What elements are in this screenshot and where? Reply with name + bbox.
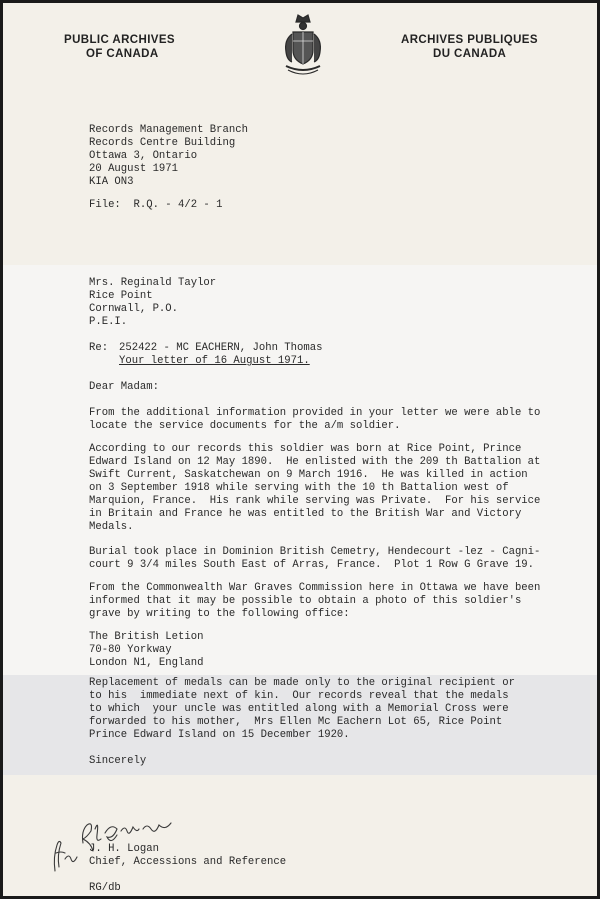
recipient-line-3: Cornwall, P.O. <box>89 303 179 315</box>
body-line: Burial took place in Dominion British Cemetry, Hendecourt -lez - Cagni- <box>89 546 541 558</box>
body-line: in Britain and France he was entitled to the British War and Victory <box>89 508 522 520</box>
body-line: According to our records this soldier was born at Rice Point, Prince <box>89 443 522 455</box>
body-line: to his immediate next of kin. Our records reveal that the medals <box>89 690 509 702</box>
body-line: Swift Current, Saskatchewan on 9 March 1916. He was killed in action <box>89 469 528 481</box>
sender-line-5: KIA ON3 <box>89 176 134 188</box>
recipient-line-4: P.E.I. <box>89 316 128 328</box>
signatory-title: Chief, Accessions and Reference <box>89 856 287 868</box>
letterhead-left-line1: PUBLIC ARCHIVES <box>64 34 175 46</box>
body-line: court 9 3/4 miles South East of Arras, France. Plot 1 Row G Grave 19. <box>89 559 535 571</box>
body-line: Prince Edward Island on 15 December 1920. <box>89 729 350 741</box>
sender-line-1: Records Management Branch <box>89 124 248 136</box>
salutation: Dear Madam: <box>89 381 159 393</box>
typist-initials: RG/db <box>89 882 121 894</box>
re-letter-ref: Your letter of 16 August 1971. <box>119 355 310 367</box>
sender-line-2: Records Centre Building <box>89 137 236 149</box>
address-line: London N1, England <box>89 657 204 669</box>
signatory-name: J. H. Logan <box>89 843 159 855</box>
body-line: grave by writing to the following office: <box>89 608 350 620</box>
body-line: Marquion, France. His rank while serving was Private. For his service <box>89 495 541 507</box>
body-line: locate the service documents for the a/m soldier. <box>89 420 401 432</box>
letterhead-right-line2: DU CANADA <box>433 48 507 60</box>
body-line: forwarded to his mother, Mrs Ellen Mc Eachern Lot 65, Rice Point <box>89 716 503 728</box>
letterhead-right-line1: ARCHIVES PUBLIQUES <box>401 34 538 46</box>
body-line: informed that it may be possible to obtain a photo of this soldier's <box>89 595 522 607</box>
file-reference: File: R.Q. - 4/2 - 1 <box>89 199 223 211</box>
sender-line-3: Ottawa 3, Ontario <box>89 150 198 162</box>
coat-of-arms-icon <box>278 12 328 78</box>
body-line: Edward Island on 12 May 1890. He enlisted with the 209 th Battalion at <box>89 456 541 468</box>
address-line: 70-80 Yorkway <box>89 644 172 656</box>
recipient-line-1: Mrs. Reginald Taylor <box>89 277 217 289</box>
re-label: Re: <box>89 342 109 354</box>
address-line: The British Letion <box>89 631 204 643</box>
letter-date: 20 August 1971 <box>89 163 179 175</box>
body-line: Medals. <box>89 521 134 533</box>
recipient-line-2: Rice Point <box>89 290 153 302</box>
re-subject: 252422 - MC EACHERN, John Thomas <box>119 342 323 354</box>
body-line: Replacement of medals can be made only to the original recipient or <box>89 677 515 689</box>
body-line: on 3 September 1918 while serving with the 10 th Battalion west of <box>89 482 509 494</box>
body-line: From the Commonwealth War Graves Commission here in Ottawa we have been <box>89 582 541 594</box>
closing: Sincerely <box>89 755 147 767</box>
letter-page <box>3 3 597 896</box>
letterhead-left-line2: OF CANADA <box>86 48 159 60</box>
body-line: to which your uncle was entitled along with a Memorial Cross were <box>89 703 509 715</box>
body-line: From the additional information provided in your letter we were able to <box>89 407 541 419</box>
